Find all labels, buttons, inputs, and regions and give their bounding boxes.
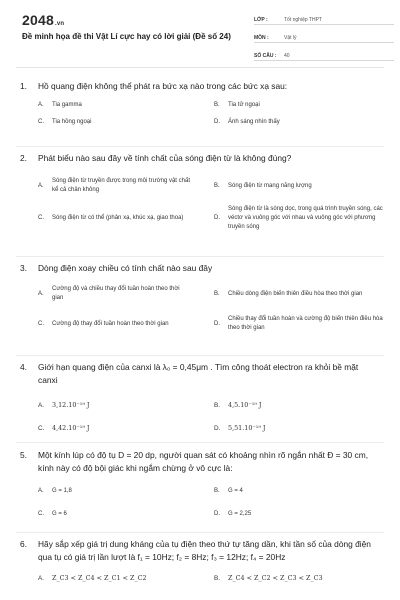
option-b[interactable] xyxy=(214,177,390,195)
meta-value: Vật lý xyxy=(284,35,297,41)
question-number: 2. xyxy=(20,153,27,163)
option-c[interactable] xyxy=(38,424,214,433)
option-letter: C. xyxy=(38,320,44,327)
question-number: 3. xyxy=(20,263,27,273)
option-text: Chiều dòng điện biến thiên điều hòa theo thời gian xyxy=(228,290,363,297)
option-d[interactable] xyxy=(214,424,390,433)
option-a[interactable] xyxy=(38,101,214,110)
option-letter: B. xyxy=(214,488,220,494)
answer-options xyxy=(38,101,380,127)
option-text: Tia tử ngoại xyxy=(228,102,260,108)
header-divider xyxy=(16,67,384,68)
question-divider xyxy=(16,146,384,147)
option-letter: D. xyxy=(214,215,220,221)
option-b[interactable] xyxy=(214,487,390,496)
answer-options xyxy=(38,177,383,232)
question-text: Phát biểu nào sau đây về tính chất của sóng điện từ là không đúng? xyxy=(38,153,292,163)
option-text: Cường độ thay đổi tuần hoàn theo thời gian xyxy=(52,320,169,327)
option-text: Sóng điện từ mang năng lượng xyxy=(228,182,312,189)
question-divider xyxy=(16,256,384,257)
option-c[interactable] xyxy=(38,118,214,127)
question-text: Hãy sắp xếp giá trị dung kháng của tụ điện theo thứ tự tăng dần, khi tần số của dòng điện qua tụ có giá trị lần lượt là f₁ = 10Hz; f₂ = 8Hz; f₃ = 12Hz; f₄ = 20Hz xyxy=(38,539,371,562)
exam-meta xyxy=(254,12,394,66)
question-text: Một kính lúp có độ tụ D = 20 dp, người quan sát có khoảng nhìn rõ ngắn nhất Đ = 30 cm, kính này có độ bội giác khi ngắm chừng ở vô cực là: xyxy=(38,450,369,473)
option-text: Cường độ và chiều thay đổi tuần hoàn theo thời gian xyxy=(52,286,180,301)
meta-value: Tốt nghiệp THPT xyxy=(284,17,322,23)
option-d[interactable] xyxy=(214,205,390,232)
answer-options xyxy=(38,487,380,519)
option-a[interactable] xyxy=(38,401,214,410)
site-logo[interactable] xyxy=(22,12,64,28)
option-text: Sóng điện từ truyền được trong môi trường vật chất kể cả chân không xyxy=(52,178,190,193)
option-c[interactable] xyxy=(38,510,214,519)
option-text: 4,5.10⁻¹⁹ J xyxy=(228,401,262,409)
option-a[interactable] xyxy=(38,285,214,303)
option-text: 4,42.10⁻¹⁹ J xyxy=(52,424,90,432)
question-5 xyxy=(20,449,380,519)
option-letter: C. xyxy=(38,215,44,221)
option-text: Z_C4 < Z_C2 < Z_C3 < Z_C3 xyxy=(228,574,323,582)
option-b[interactable] xyxy=(214,574,390,583)
question-number: 6. xyxy=(20,539,27,549)
document-header xyxy=(0,0,400,62)
option-letter: D. xyxy=(214,425,221,432)
option-letter: A. xyxy=(38,290,44,297)
option-d[interactable] xyxy=(214,315,390,333)
option-letter: A. xyxy=(38,102,44,108)
option-text: Chiều thay đổi tuần hoàn và cường độ biến thiên điều hòa theo thời gian xyxy=(228,316,383,331)
answer-options xyxy=(38,574,380,583)
question-number: 5. xyxy=(20,450,27,460)
option-letter: A. xyxy=(38,488,44,494)
question-number: 4. xyxy=(20,362,27,372)
question-1 xyxy=(20,80,380,127)
answer-options xyxy=(38,285,383,333)
question-divider xyxy=(16,442,384,443)
question-stem xyxy=(20,80,380,93)
option-letter: D. xyxy=(214,320,220,327)
option-text: G = 1,8 xyxy=(52,488,72,494)
option-text: Z_C3 < Z_C4 < Z_C1 < Z_C2 xyxy=(52,574,147,582)
option-a[interactable] xyxy=(38,487,214,496)
option-text: G = 4 xyxy=(228,488,243,494)
question-3 xyxy=(20,262,383,333)
option-letter: B. xyxy=(214,402,221,409)
meta-label: MÔN : xyxy=(254,35,269,41)
question-stem xyxy=(20,262,380,275)
option-letter: C. xyxy=(38,119,44,125)
question-number: 1. xyxy=(20,81,27,91)
option-letter: B. xyxy=(214,290,220,297)
option-letter: A. xyxy=(38,402,45,409)
option-text: Sóng điện từ là sóng dọc, trong quá trình truyền sóng, các véctơ và vuông góc với nhau và vuông góc với phương truyền sóng xyxy=(228,206,383,230)
question-2 xyxy=(20,152,383,232)
option-text: 5,51.10⁻¹⁹ J xyxy=(228,424,266,432)
option-d[interactable] xyxy=(214,118,390,127)
option-text: G = 6 xyxy=(52,511,67,517)
question-text: Hồ quang điện không thể phát ra bức xạ nào trong các bức xạ sau: xyxy=(38,81,288,91)
logo-text: 2048 xyxy=(22,12,54,28)
question-divider xyxy=(16,355,384,356)
option-c[interactable] xyxy=(38,205,214,232)
option-letter: A. xyxy=(38,575,45,582)
option-text: 3,12.10⁻¹⁹ J xyxy=(52,401,90,409)
document-title: Đề minh họa đề thi Vật Lí cực hay có lời giải (Đề số 24) xyxy=(22,32,231,41)
option-letter: B. xyxy=(214,102,220,108)
option-b[interactable] xyxy=(214,101,390,110)
question-text: Giới hạn quang điện của canxi là λ₀ = 0,45μm . Tìm công thoát electron ra khỏi bề mặt canxi xyxy=(38,362,359,385)
meta-label: LỚP : xyxy=(254,17,268,23)
option-letter: B. xyxy=(214,575,221,582)
question-stem xyxy=(20,538,380,564)
option-letter: D. xyxy=(214,119,220,125)
question-text: Dòng điện xoay chiều có tính chất nào sau đây xyxy=(38,263,213,273)
option-text: G = 2,25 xyxy=(228,511,252,517)
meta-value: 40 xyxy=(284,53,290,59)
option-text: Tia gamma xyxy=(52,102,82,108)
meta-row-subject xyxy=(254,30,394,43)
option-b[interactable] xyxy=(214,401,390,410)
meta-row-count xyxy=(254,48,394,61)
option-letter: C. xyxy=(38,425,45,432)
option-b[interactable] xyxy=(214,285,390,303)
option-a[interactable] xyxy=(38,177,214,195)
question-stem xyxy=(20,361,380,387)
option-text: Sóng điện từ có thể (phản xạ, khúc xạ, giao thoa) xyxy=(52,215,184,221)
option-letter: A. xyxy=(38,182,44,189)
question-divider xyxy=(16,532,384,533)
question-4 xyxy=(20,361,380,433)
option-letter: D. xyxy=(214,511,220,517)
option-letter: C. xyxy=(38,511,44,517)
question-6 xyxy=(20,538,380,583)
meta-label: SỐ CÂU : xyxy=(254,53,277,59)
logo-suffix: .vn xyxy=(54,21,65,27)
option-c[interactable] xyxy=(38,315,214,333)
question-stem xyxy=(20,152,380,165)
meta-row-class xyxy=(254,12,394,25)
answer-options xyxy=(38,401,380,433)
question-stem xyxy=(20,449,380,475)
option-a[interactable] xyxy=(38,574,214,583)
option-letter: B. xyxy=(214,182,220,189)
option-d[interactable] xyxy=(214,510,390,519)
option-text: Tia hồng ngoại xyxy=(52,119,92,125)
option-text: Ánh sáng nhìn thấy xyxy=(228,119,280,125)
